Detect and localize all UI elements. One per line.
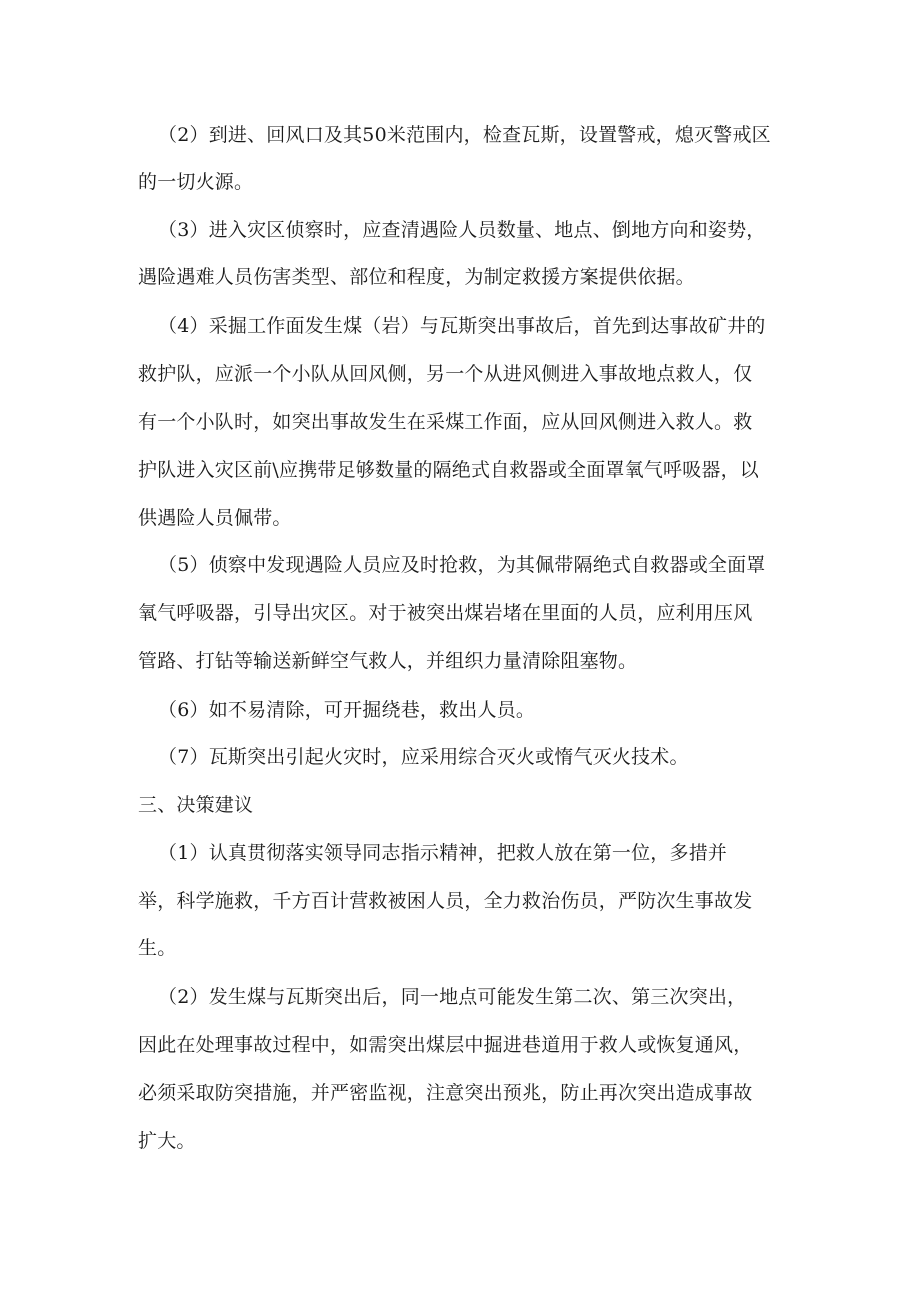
paragraph-2-line-2: 的一切火源。	[138, 171, 254, 193]
paragraph-4-line-2: 救护队，应派一个小队从回风侧，另一个从进风侧进入事故地点救人，仅	[138, 363, 753, 385]
paragraph-5-line-2: 氧气呼吸器，引导出灾区。对于被突出煤岩堵在里面的人员，应利用压风	[138, 602, 753, 624]
paragraph-4-line-4: 护队进入灾区前\应携带足够数量的隔绝式自救器或全面罩氧气呼吸器，以	[138, 459, 760, 481]
paragraph-3-line-2: 遇险遇难人员伤害类型、部位和程度，为制定救援方案提供依据。	[138, 266, 695, 288]
paragraph-4-line-3: 有一个小队时，如突出事故发生在采煤工作面，应从回风侧进入救人。救	[138, 411, 753, 433]
paragraph-6-line-1: （6）如不易清除，可开掘绕巷，救出人员。	[158, 699, 536, 721]
section-heading: 三、决策建议	[138, 794, 254, 816]
recommendation-1-line-1: （1）认真贯彻落实领导同志指示精神，把救人放在第一位，多措并	[158, 842, 728, 864]
paragraph-5-line-1: （5）侦察中发现遇险人员应及时抢救，为其佩带隔绝式自救器或全面罩	[158, 554, 766, 576]
paragraph-4-line-1: （4）采掘工作面发生煤（岩）与瓦斯突出事故后，首先到达事故矿井的	[158, 315, 766, 337]
paragraph-2-line-1: （2）到进、回风口及其50米范围内，检查瓦斯，设置警戒，熄灭警戒区	[158, 124, 771, 146]
recommendation-2-line-3: 必须采取防突措施，并严密监视，注意突出预兆，防止再次突出造成事故	[138, 1082, 753, 1104]
recommendation-1-line-3: 生。	[138, 937, 177, 959]
recommendation-1-line-2: 举，科学施救，千方百计营救被困人员，全力救治伤员，严防次生事故发	[138, 890, 753, 912]
recommendation-2-line-1: （2）发生煤与瓦斯突出后，同一地点可能发生第二次、第三次突出，	[158, 986, 747, 1008]
recommendation-2-line-2: 因此在处理事故过程中，如需突出煤层中掘进巷道用于救人或恢复通风，	[138, 1034, 753, 1056]
paragraph-3-line-1: （3）进入灾区侦察时，应查清遇险人员数量、地点、倒地方向和姿势，	[158, 219, 766, 241]
paragraph-7-line-1: （7）瓦斯突出引起火灾时，应采用综合灭火或惰气灭火技术。	[158, 746, 689, 768]
paragraph-5-line-3: 管路、打钻等输送新鲜空气救人，并组织力量清除阻塞物。	[138, 650, 638, 672]
paragraph-4-line-5: 供遇险人员佩带。	[138, 507, 292, 529]
recommendation-2-line-4: 扩大。	[138, 1130, 196, 1152]
